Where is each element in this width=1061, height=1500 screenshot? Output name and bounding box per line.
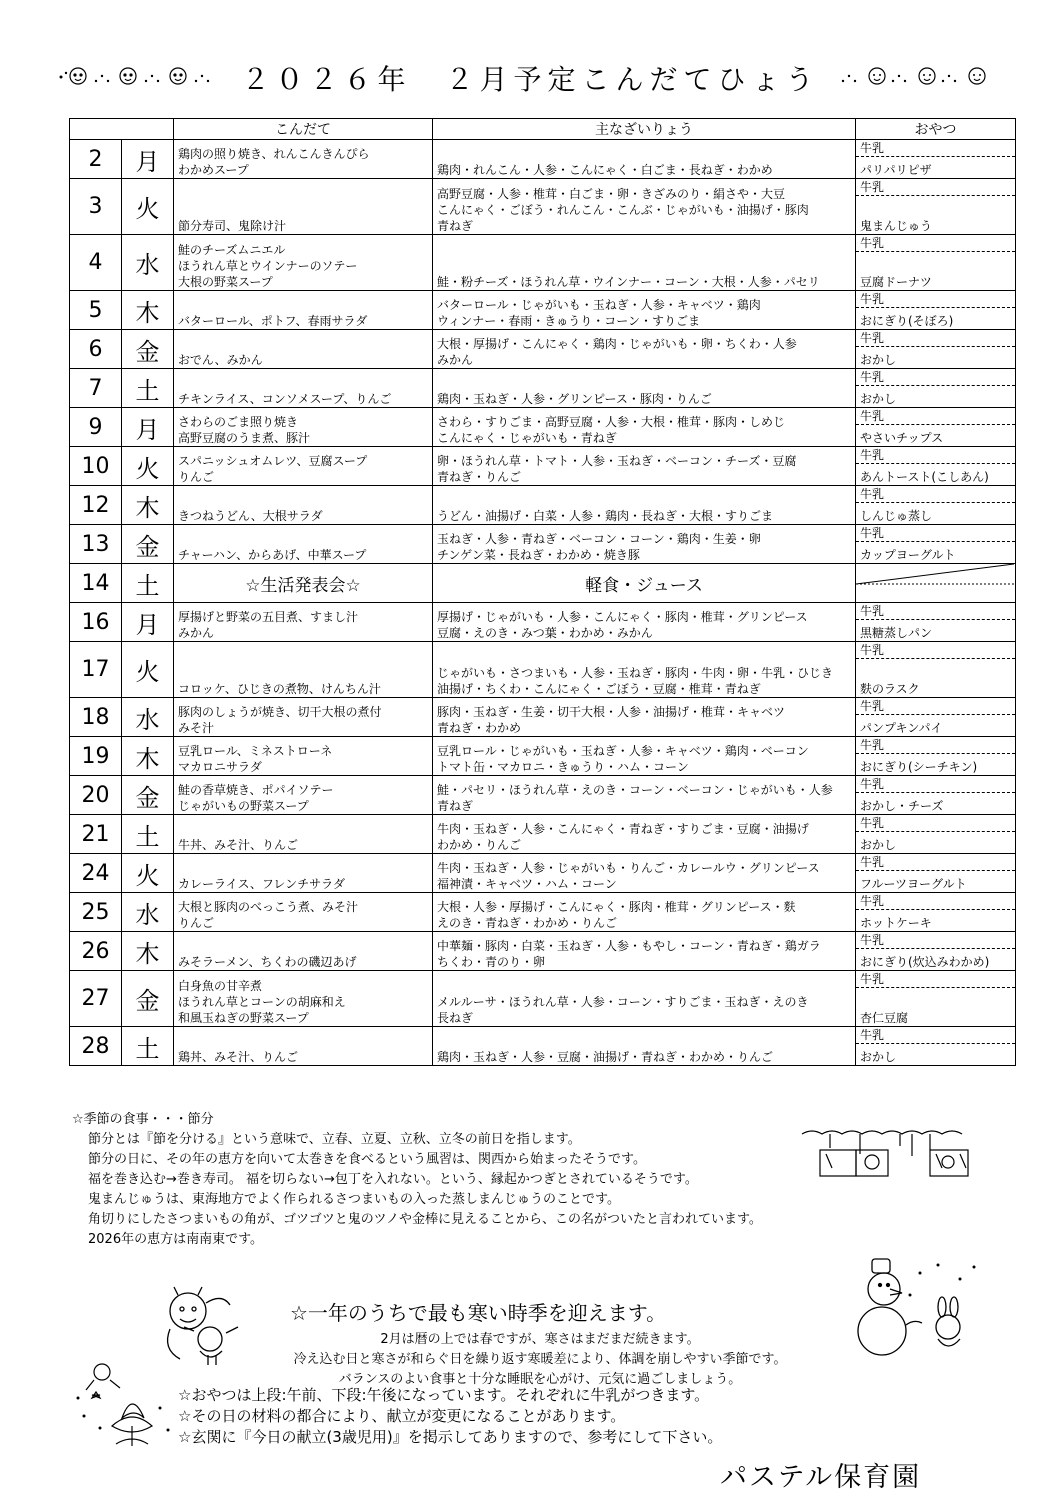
ingredients-cell: 鶏肉・玉ねぎ・人参・豆腐・油揚げ・青ねぎ・わかめ・りんご [433,1027,856,1066]
day-number: 27 [70,971,122,1027]
weekday: 月 [122,140,174,179]
ingredients-cell: 中華麺・豚肉・白菜・玉ねぎ・人参・もやし・コーン・青ねぎ・鶏ガラ ちくわ・青のり・卵 [433,932,856,971]
snack-cell [856,698,1016,737]
menu-cell: きつねうどん、大根サラダ [174,486,433,525]
weekday: 木 [122,486,174,525]
snack-morning: 牛乳 [856,776,1015,793]
day-number: 4 [70,235,122,291]
ingredients-cell: 鶏肉・れんこん・人参・こんにゃく・白ごま・長ねぎ・わかめ [433,140,856,179]
day-number: 17 [70,642,122,698]
ingredients-cell: 豚肉・玉ねぎ・生姜・切干大根・人参・油揚げ・椎茸・キャベツ 青ねぎ・わかめ [433,698,856,737]
snack-morning: 牛乳 [856,408,1015,425]
table-row [70,737,1016,776]
event-ingredients: 軽食・ジュース [433,564,856,603]
weekday: 木 [122,932,174,971]
snack-afternoon: パンプキンパイ [860,721,943,735]
weekday: 土 [122,1027,174,1066]
season-notes [72,1110,872,1250]
snack-afternoon: おにぎり(そぼろ) [860,314,954,328]
weekday: 月 [122,603,174,642]
table-row [70,447,1016,486]
menu-cell: チャーハン、からあげ、中華スープ [174,525,433,564]
notes-line: 鬼まんじゅうは、東海地方でよく作られるさつまいもの入った蒸しまんじゅうのことです。 [88,1192,620,1207]
day-number: 16 [70,603,122,642]
snack-afternoon: あんトースト(こしあん) [860,470,989,484]
ingredients-cell: 牛肉・玉ねぎ・人参・じゃがいも・りんご・カレールウ・グリンピース 福神漬・キャベツ・ハム・コーン [433,854,856,893]
snack-morning: 牛乳 [856,642,1015,659]
table-row [70,369,1016,408]
ingredients-cell: 鮭・パセリ・ほうれん草・えのき・コーン・ベーコン・じゃがいも・人参 青ねぎ [433,776,856,815]
snack-cell [856,932,1016,971]
notes-line: 角切りにしたさつまいもの角が、ゴツゴツと鬼のツノや金棒に見えることから、この名がついたと言われています。 [88,1212,762,1227]
weekday: 木 [122,291,174,330]
ingredients-cell: 豆乳ロール・じゃがいも・玉ねぎ・人参・キャベツ・鶏肉・ベーコン トマト缶・マカロニ・きゅうり・ハム・コーン [433,737,856,776]
snack-afternoon: 鬼まんじゅう [860,219,933,233]
notice-points [178,1385,722,1448]
snack-cell [856,369,1016,408]
snack-morning: 牛乳 [856,330,1015,347]
ingredients-cell: 大根・人参・厚揚げ・こんにゃく・豚肉・椎茸・グリンピース・麩 えのき・青ねぎ・わかめ・りんご [433,893,856,932]
table-row [70,971,1016,1027]
day-number: 25 [70,893,122,932]
menu-cell: カレーライス、フレンチサラダ [174,854,433,893]
snack-morning: 牛乳 [856,854,1015,871]
snack-morning: 牛乳 [856,1027,1015,1044]
snack-morning: 牛乳 [856,369,1015,386]
weekday: 水 [122,698,174,737]
weekday: 水 [122,893,174,932]
notes-line: 福を巻き込む→巻き寿司。 福を切らない→包丁を入れない。という、縁起かつぎとされているそうです。 [88,1172,698,1187]
ingredients-cell: 鮭・粉チーズ・ほうれん草・ウインナー・コーン・大根・人参・パセリ [433,235,856,291]
menu-cell: チキンライス、コンソメスープ、りんご [174,369,433,408]
ingredients-cell: 鶏肉・玉ねぎ・人参・グリンピース・豚肉・りんご [433,369,856,408]
table-row [70,642,1016,698]
message-line: 2月は暦の上では春ですが、寒さはまだまだ続きます。 [380,1332,700,1347]
notes-line: 2026年の恵方は南南東です。 [88,1232,264,1247]
event-name: ☆生活発表会☆ [174,564,433,603]
table-row [70,893,1016,932]
weekday: 火 [122,854,174,893]
snack-cell [856,776,1016,815]
table-row [70,776,1016,815]
kids-deco-left-icon [56,61,226,96]
snack-cell [856,140,1016,179]
snack-header: おやつ [856,119,1016,140]
snack-cell [856,971,1016,1027]
table-row [70,932,1016,971]
menu-cell: みそラーメン、ちくわの磯辺あげ [174,932,433,971]
notes-heading: ☆季節の食事・・・節分 [72,1112,214,1127]
snack-cell [856,854,1016,893]
snack-cell [856,642,1016,698]
snack-morning: 牛乳 [856,486,1015,503]
snack-afternoon: おかし [860,392,897,406]
snack-afternoon: カップヨーグルト [860,548,956,562]
snack-cell [856,447,1016,486]
notice-line: ☆おやつは上段:午前、下段:午後になっています。それぞれに牛乳がつきます。 [178,1386,710,1404]
weekday: 金 [122,525,174,564]
day-number: 10 [70,447,122,486]
snack-morning: 牛乳 [856,971,1015,988]
snack-afternoon: 杏仁豆腐 [860,1011,909,1025]
message-line: バランスのよい食事と十分な睡眠を心がけ、元気に過ごしましょう。 [338,1372,742,1387]
menu-cell: 白身魚の甘辛煮 ほうれん草とコーンの胡麻和え 和風玉ねぎの野菜スープ [174,971,433,1027]
table-row [70,854,1016,893]
table-header [70,119,1016,140]
snack-cell [856,330,1016,369]
snack-morning: 牛乳 [856,291,1015,308]
snack-afternoon: やさいチップス [860,431,944,445]
menu-cell: おでん、みかん [174,330,433,369]
snack-morning: 牛乳 [856,698,1015,715]
snack-morning: 牛乳 [856,932,1015,949]
day-number: 5 [70,291,122,330]
menu-cell: 鶏丼、みそ汁、りんご [174,1027,433,1066]
day-number: 20 [70,776,122,815]
day-number: 2 [70,140,122,179]
snack-morning: 牛乳 [856,737,1015,754]
ingredients-header: 主なざいりょう [433,119,856,140]
message-body [230,1330,850,1390]
snowman-rabbit-illustration [850,1255,985,1365]
weekday: 火 [122,642,174,698]
menu-cell: 節分寿司、鬼除け汁 [174,179,433,235]
table-row [70,815,1016,854]
snack-morning: 牛乳 [856,815,1015,832]
snack-afternoon: ホットケーキ [860,916,932,930]
weekday: 金 [122,776,174,815]
table-row [70,330,1016,369]
day-number: 24 [70,854,122,893]
weekday: 金 [122,330,174,369]
menu-cell: さわらのごま照り焼き 高野豆腐のうま煮、豚汁 [174,408,433,447]
day-number: 26 [70,932,122,971]
snack-morning: 牛乳 [856,893,1015,910]
menu-cell: バターロール、ポトフ、春雨サラダ [174,291,433,330]
table-row [70,179,1016,235]
snack-cell [856,893,1016,932]
snack-afternoon: パリパリピザ [860,163,932,177]
table-row [70,486,1016,525]
ingredients-cell: 大根・厚揚げ・こんにゃく・鶏肉・じゃがいも・卵・ちくわ・人参 みかん [433,330,856,369]
table-row [70,140,1016,179]
table-row [70,291,1016,330]
menu-cell: 鮭の香草焼き、ポパイソテー じゃがいもの野菜スープ [174,776,433,815]
day-number: 13 [70,525,122,564]
weekday: 火 [122,447,174,486]
snack-morning: 牛乳 [856,179,1015,196]
message-line: 冷え込む日と寒さが和らぐ日を繰り返す寒暖差により、体調を崩しやすい季節です。 [293,1352,787,1367]
snack-cell [856,408,1016,447]
table-row [70,698,1016,737]
table-row [70,1027,1016,1066]
day-number: 28 [70,1027,122,1066]
snack-cell [856,179,1016,235]
table-row [70,408,1016,447]
menu-cell: 牛丼、みそ汁、りんご [174,815,433,854]
menu-header: こんだて [174,119,433,140]
day-number: 14 [70,564,122,603]
table-row [70,564,1016,603]
ingredients-cell: 玉ねぎ・人参・青ねぎ・ベーコン・コーン・鶏肉・生姜・卵 チンゲン菜・長ねぎ・わかめ・焼き豚 [433,525,856,564]
menu-cell: 鶏肉の照り焼き、れんこんきんぴら わかめスープ [174,140,433,179]
weekday: 月 [122,408,174,447]
ingredients-cell: メルルーサ・ほうれん草・人参・コーン・すりごま・玉ねぎ・えのき 長ねぎ [433,971,856,1027]
ingredients-cell: 厚揚げ・じゃがいも・人参・こんにゃく・豚肉・椎茸・グリンピース 豆腐・えのき・みつ葉・わかめ・みかん [433,603,856,642]
menu-cell: 豚肉のしょうが焼き、切干大根の煮付 みそ汁 [174,698,433,737]
weekday: 火 [122,179,174,235]
ingredients-cell: さわら・すりごま・高野豆腐・人参・大根・椎茸・豚肉・しめじ こんにゃく・じゃがいも・青ねぎ [433,408,856,447]
snack-cell [856,235,1016,291]
ingredients-cell: じゃがいも・さつまいも・人参・玉ねぎ・豚肉・牛肉・卵・牛乳・ひじき 油揚げ・ちくわ・こんにゃく・ごぼう・豆腐・椎茸・青ねぎ [433,642,856,698]
snack-afternoon: 黒糖蒸しパン [860,626,933,640]
day-number: 7 [70,369,122,408]
day-number: 19 [70,737,122,776]
snack-cell [856,603,1016,642]
notice-line: ☆玄関に『今日の献立(3歳児用)』を掲示してありますので、参考にして下さい。 [178,1428,723,1446]
snack-cell-empty [856,564,1016,603]
snack-afternoon: おかし・チーズ [860,799,944,813]
ingredients-cell: バターロール・じゃがいも・玉ねぎ・人参・キャベツ・鶏肉 ウィンナー・春雨・きゅうり・コーン・すりごま [433,291,856,330]
snack-cell [856,291,1016,330]
weekday: 木 [122,737,174,776]
snack-afternoon: フルーツヨーグルト [860,877,967,891]
day-number: 18 [70,698,122,737]
header [0,58,1061,100]
winter-window-illustration [800,1128,980,1188]
ingredients-cell: 高野豆腐・人参・椎茸・白ごま・卵・きざみのり・絹さや・大豆 こんにゃく・ごぼう・れんこん・こんぶ・じゃがいも・油揚げ・豚肉 青ねぎ [433,179,856,235]
date-header [70,119,174,140]
ingredients-cell: 卵・ほうれん草・トマト・人参・玉ねぎ・ベーコン・チーズ・豆腐 青ねぎ・りんご [433,447,856,486]
menu-cell: スパニッシュオムレツ、豆腐スープ りんご [174,447,433,486]
notice-line: ☆その日の材料の都合により、献立が変更になることがあります。 [178,1407,626,1425]
weekday: 土 [122,815,174,854]
day-number: 9 [70,408,122,447]
snack-morning: 牛乳 [856,603,1015,620]
page-title: ２０２６年 ２月予定こんだてひょう [241,63,820,96]
day-number: 3 [70,179,122,235]
snack-afternoon: 麩のラスク [860,682,920,696]
snack-morning: 牛乳 [856,235,1015,252]
snack-afternoon: 豆腐ドーナツ [860,275,932,289]
weekday: 水 [122,235,174,291]
snack-afternoon: おかし [860,838,897,852]
snack-afternoon: おかし [860,1050,897,1064]
day-number: 12 [70,486,122,525]
snack-morning: 牛乳 [856,447,1015,464]
table-row [70,235,1016,291]
menu-table [69,118,1016,1066]
notes-line: 節分の日に、その年の恵方を向いて太巻きを食べるという風習は、関西から始まったそうです。 [88,1152,646,1167]
day-number: 6 [70,330,122,369]
snack-afternoon: おにぎり(炊込みわかめ) [860,955,990,969]
fairy-flower-illustration [72,1358,177,1448]
snack-afternoon: しんじゅ蒸し [860,509,933,523]
ingredients-cell: 牛肉・玉ねぎ・人参・こんにゃく・青ねぎ・すりごま・豆腐・油揚げ わかめ・りんご [433,815,856,854]
menu-cell: コロッケ、ひじきの煮物、けんちん汁 [174,642,433,698]
ingredients-cell: うどん・油揚げ・白菜・人参・鶏肉・長ねぎ・大根・すりごま [433,486,856,525]
menu-cell: 大根と豚肉のべっこう煮、みそ汁 りんご [174,893,433,932]
school-name: パステル保育園 [720,1462,922,1493]
day-number: 21 [70,815,122,854]
diagonal-slash-icon [856,564,1014,601]
table-row [70,603,1016,642]
snack-afternoon: おかし [860,353,897,367]
menu-cell: 豆乳ロール、ミネストローネ マカロニサラダ [174,737,433,776]
kids-deco-right-icon [835,61,1005,96]
snack-morning: 牛乳 [856,140,1015,157]
menu-cell: 鮭のチーズムニエル ほうれん草とウインナーのソテー 大根の野菜スープ [174,235,433,291]
snack-morning: 牛乳 [856,525,1015,542]
snack-cell [856,486,1016,525]
message-title: ☆一年のうちで最も寒い時季を迎えます。 [290,1301,667,1325]
table-row [70,525,1016,564]
weekday: 土 [122,369,174,408]
snack-cell [856,525,1016,564]
snack-cell [856,737,1016,776]
weekday: 金 [122,971,174,1027]
snack-afternoon: おにぎり(シーチキン) [860,760,978,774]
snack-cell [856,815,1016,854]
snack-cell [856,1027,1016,1066]
notes-line: 節分とは『節を分ける』という意味で、立春、立夏、立秋、立冬の前日を指します。 [88,1132,581,1147]
weekday: 土 [122,564,174,603]
menu-cell: 厚揚げと野菜の五目煮、すまし汁 みかん [174,603,433,642]
